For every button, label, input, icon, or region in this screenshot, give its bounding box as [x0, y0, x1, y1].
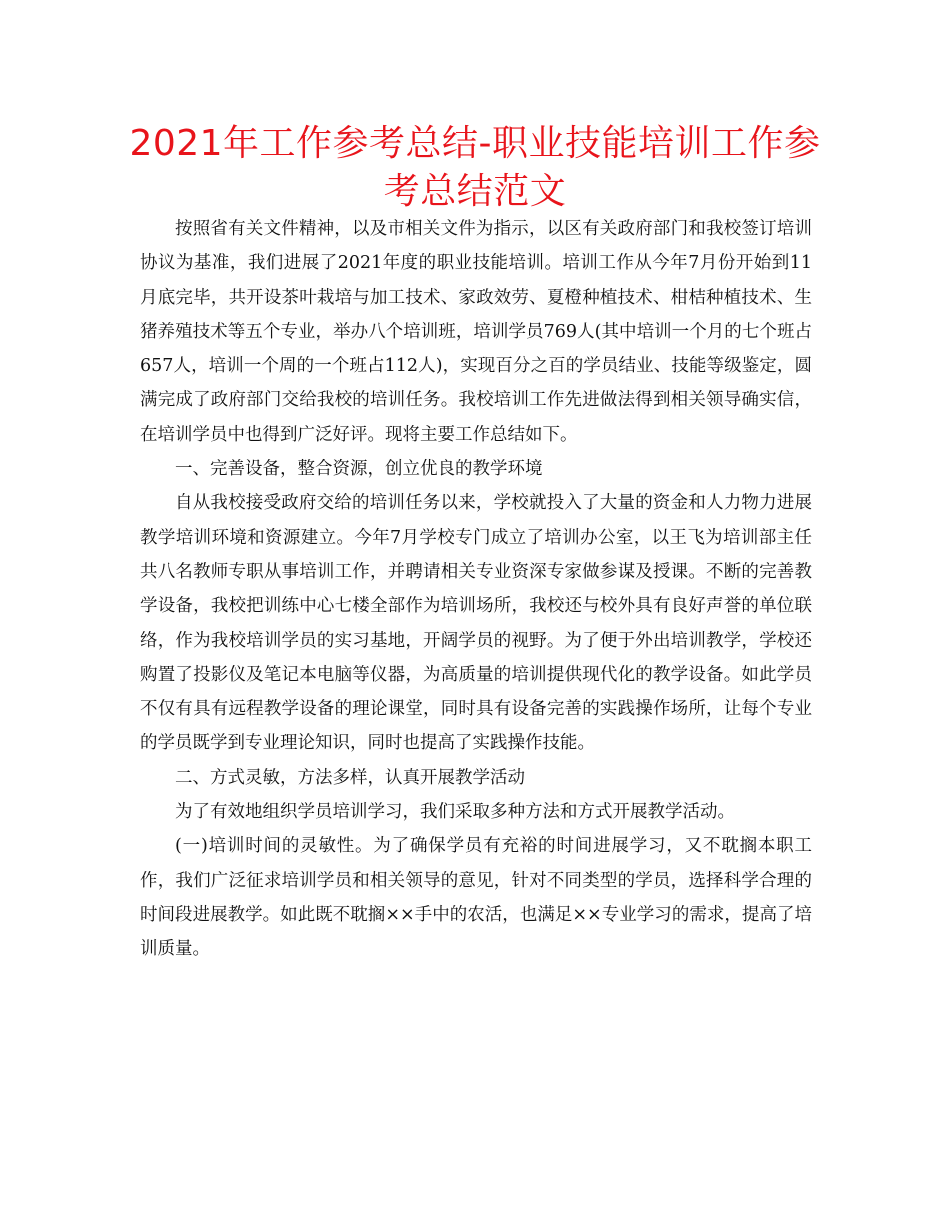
- section-heading-2: 二、方式灵敏，方法多样，认真开展教学活动: [175, 767, 525, 788]
- section-heading-1: 一、完善设备，整合资源，创立优良的教学环境: [175, 459, 543, 480]
- paragraph-subsection-1: (一)培训时间的灵敏性。为了确保学员有充裕的时间进展学习，又不耽搁本职工作，我们广泛征求培训学员和相关领导的意见，针对不同类型的学员，选择科学合理的时间段进展教学。如此既不耽搁××手中的农活，也满足××专业学习的需求，提高了培训质量。: [140, 836, 812, 960]
- paragraph-section-1: 自从我校接受政府交给的培训任务以来，学校就投入了大量的资金和人力物力进展教学培训环境和资源建立。今年7月学校专门成立了培训办公室，以王飞为培训部主任共八名教师专职从事培训工作，并聘请相关专业资深专家做参谋及授课。不断的完善教学设备，我校把训练中心七楼全部作为培训场所，我校还与校外具有良好声誉的单位联络，作为我校培训学员的实习基地，开阔学员的视野。为了便于外出培训教学，学校还购置了投影仪及笔记本电脑等仪器，为高质量的培训提供现代化的教学设备。如此学员不仅有具有远程教学设备的理论课堂，同时具有设备完善的实践操作场所，让每个专业的学员既学到专业理论知识，同时也提高了实践操作技能。: [140, 493, 812, 754]
- paragraph-section-2-intro: 为了有效地组织学员培训学习，我们采取多种方法和方式开展教学活动。: [175, 802, 735, 823]
- document-title: 2021年工作参考总结-职业技能培训工作参考总结范文: [129, 123, 821, 212]
- paragraph-intro: 按照省有关文件精神，以及市相关文件为指示，以区有关政府部门和我校签订培训协议为基准，我们进展了2021年度的职业技能培训。培训工作从今年7月份开始到11月底完毕，共开设茶叶栽培与加工技术、家政效劳、夏橙种植技术、柑桔种植技术、生猪养殖技术等五个专业，举办八个培训班，培训学员769人(其中培训一个月的七个班占657人，培训一个周的一个班占112人)，实现百分之百的学员结业、技能等级鉴定，圆满完成了政府部门交给我校的培训任务。我校培训工作先进做法得到相关领导确实信，在培训学员中也得到广泛好评。现将主要工作总结如下。: [140, 219, 812, 445]
- document-body: [140, 212, 812, 967]
